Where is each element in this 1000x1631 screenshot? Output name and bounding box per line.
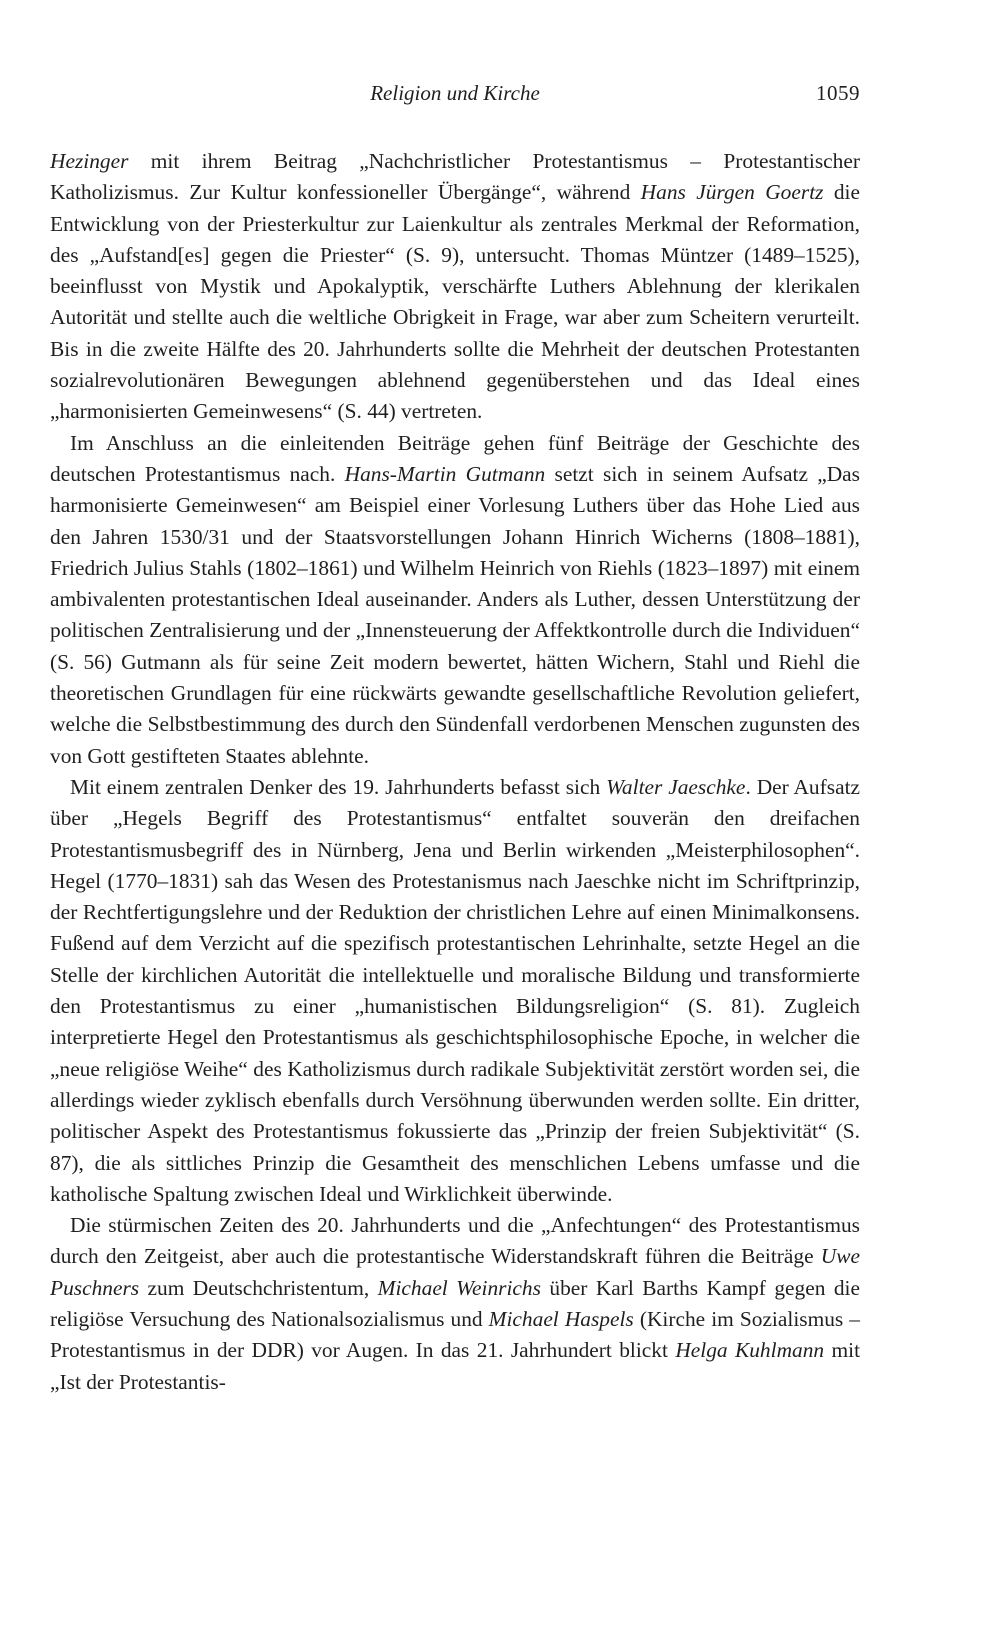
text-run: die Entwicklung von der Priesterkultur zur Laienkultur als zentrales Merkmal der Reformation, des „Aufstand[es] gegen die Priester“ (S. 9), untersucht. Thomas Müntzer (1489–1525), beeinflusst von Mystik und Apokalyptik, verschärfte Luthers Ablehnung der klerikalen Autorität und stellte auch die weltliche Obrigkeit in Frage, war aber zum Scheitern verurteilt. Bis in die zweite Hälfte des 20. Jahrhunderts sollte die Mehrheit der deutschen Protestanten sozialrevolutionären Bewegungen ablehnend gegenüberstehen und das Ideal eines „harmonisierten Gemeinwesens“ (S. 44) vertreten.: [50, 180, 860, 424]
book-page: [50, 78, 860, 1398]
text-run: über Karl Barths Kampf gegen die religiöse Versuchung des Nationalsozialismus und: [50, 1275, 860, 1331]
author-name: Michael Weinrichs: [377, 1275, 541, 1300]
running-header: [50, 78, 860, 108]
text-run: mit „Ist der Protestantis-: [50, 1338, 861, 1394]
author-name: Uwe Puschners: [50, 1244, 860, 1300]
text-run: Mit einem zentralen Denker des 19. Jahrhunderts befasst sich: [70, 774, 607, 799]
paragraph: [50, 428, 860, 772]
paragraph: [50, 772, 860, 1210]
author-name: Hezinger: [50, 149, 129, 173]
text-run: . Der Aufsatz über „Hegels Begriff des Protestantismus“ entfaltet souverän den dreifachen Protestantismusbegriff des in Nürnberg, Jena und Berlin wirkenden „Meisterphilosophen“. Hegel (1770–1831) sah das Wesen des Protestanismus nach Jaeschke nicht im Schriftprinzip, der Rechtfertigungslehre und der Reduktion der christlichen Lehre auf einen Minimalkonsens. Fußend auf dem Verzicht auf die spezifisch protestantischen Lehrinhalte, setzte Hegel an die Stelle der kirchlichen Autorität die intellektuelle und moralische Bildung und transformierte den Protestantismus zu einer „humanistischen Bildungsreligion“ (S. 81). Zugleich interpretierte Hegel den Protestantismus als geschichtsphilosophische Epoche, in welcher die „neue religiöse Weihe“ des Katholizismus durch radikale Subjektivität zerstört worden sei, die allerdings wieder zyklisch ebenfalls durch Versöhnung überwunden werden sollte. Ein dritter, politischer Aspekt des Protestantismus fokussierte das „Prinzip der freien Subjektivität“ (S. 87), die als sittliches Prinzip die Gesamtheit des menschlichen Lebens umfasse und die katholische Spaltung zwischen Ideal und Wirklichkeit überwinde.: [50, 774, 861, 1206]
author-name: Helga Kuhlmann: [675, 1338, 825, 1363]
paragraph: [50, 146, 860, 428]
text-run: (Kirche im Sozialismus – Protestantismus in der DDR) vor Augen. In das 21. Jahrhundert blickt: [50, 1306, 860, 1363]
author-name: Michael Haspels: [488, 1306, 634, 1331]
author-name: Hans Jürgen Goertz: [640, 180, 824, 205]
page-number: 1059: [816, 81, 860, 105]
text-run: Die stürmischen Zeiten des 20. Jahrhunderts und die „Anfechtungen“ des Protestantismus durch den Zeitgeist, aber auch die protestantische Widerstandskraft führen die Beiträge: [50, 1213, 860, 1269]
text-run: Im Anschluss an die einleitenden Beiträge gehen fünf Beiträge der Geschichte des deutschen Protestantismus nach.: [50, 430, 860, 486]
author-name: Hans-Martin Gutmann: [344, 461, 546, 486]
text-run: mit ihrem Beitrag „Nachchristlicher Protestantismus – Protestantischer Katholizismus. Zur Kultur konfessioneller Übergänge“, während: [50, 149, 860, 205]
text-run: setzt sich in seinem Aufsatz „Das harmonisierte Gemeinwesen“ am Beispiel einer Vorlesung Luthers über das Hohe Lied aus den Jahren 1530/31 und der Staatsvorstellungen Johann Hinrich Wicherns (1808–1881), Friedrich Julius Stahls (1802–1861) und Wilhelm Heinrich von Riehls (1823–1897) mit einem ambivalenten protestantischen Ideal auseinander. Anders als Luther, dessen Unterstützung der politischen Zentralisierung und der „Innensteuerung der Affektkontrolle durch die Individuen“ (S. 56) Gutmann als für seine Zeit modern bewertet, hätten Wichern, Stahl und Riehl die theoretischen Grundlagen für eine rückwärts gewandte gesellschaftliche Revolution geliefert, welche die Selbstbestimmung des durch den Sündenfall verdorbenen Menschen zugunsten des von Gott gestifteten Staates ablehnte.: [50, 461, 860, 768]
author-name: Walter Jaeschke: [606, 774, 746, 799]
text-run: zum Deutschchristentum,: [139, 1275, 378, 1300]
paragraph: [50, 1210, 860, 1398]
running-title: Religion und Kirche: [370, 81, 540, 105]
body-text: [50, 146, 860, 1398]
